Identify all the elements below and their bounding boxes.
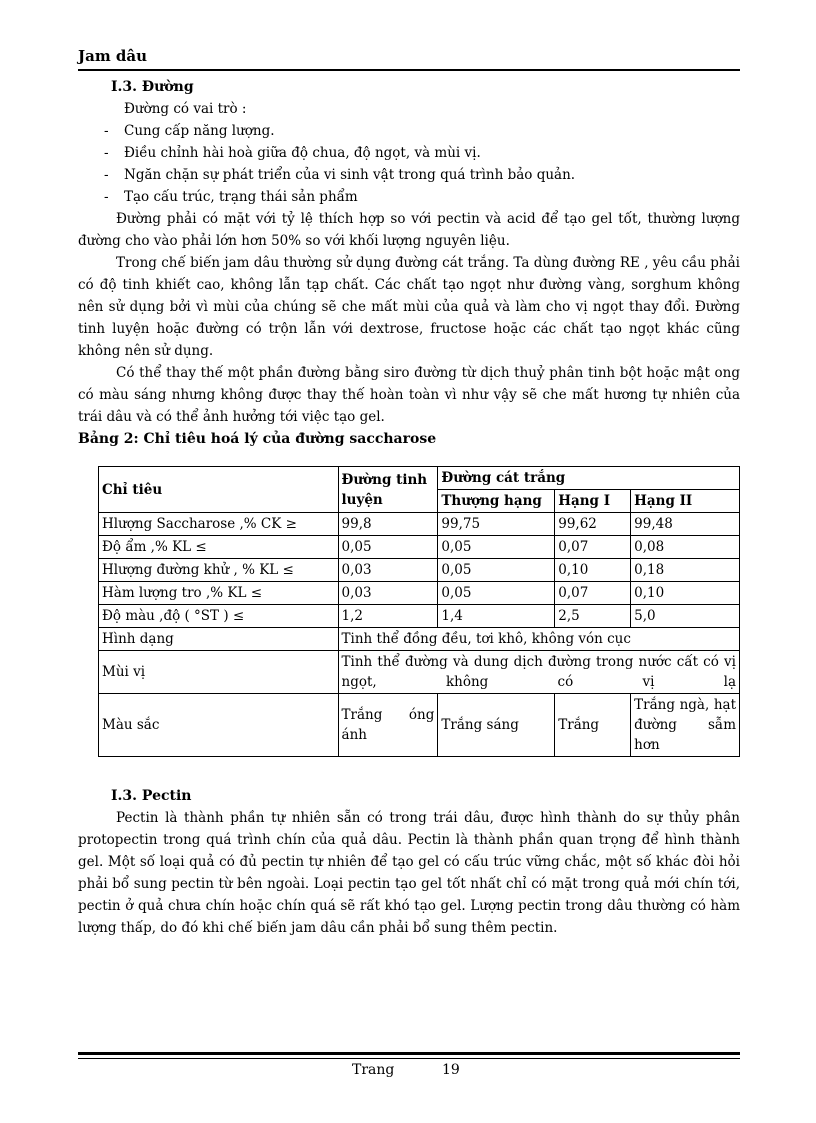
cell-value: 99,48 [631, 513, 740, 536]
footer-rule [78, 1052, 740, 1055]
table-row [99, 559, 740, 582]
cell-value: Tinh thể đồng đều, tơi khô, không vón cục [338, 628, 739, 651]
table-row [99, 628, 740, 651]
header-criteria: Chỉ tiêu [99, 467, 339, 513]
cell-value: Tinh thể đường và dung dịch đường trong nước cất có vị ngọt, không có vị lạ [338, 651, 739, 694]
header-premium: Thượng hạng [438, 490, 555, 513]
cell-value: 0,07 [555, 582, 631, 605]
cell-value: 0,07 [555, 536, 631, 559]
list-item: - Ngăn chặn sự phát triển của vi sinh vật trong quá trình bảo quản. [78, 164, 740, 186]
table-row [99, 605, 740, 628]
table-row [99, 513, 740, 536]
row-label: Độ ẩm ,% KL ≤ [99, 536, 339, 559]
header-refined: Đường tinh luyện [338, 467, 438, 513]
cell-value: 1,2 [338, 605, 438, 628]
cell-value: 0,03 [338, 559, 438, 582]
sugar-roles-list [78, 120, 740, 208]
cell-value: Trắng óng ánh [338, 694, 438, 757]
sugar-spec-table [98, 466, 740, 757]
list-item: - Điều chỉnh hài hoà giữa độ chua, độ ngọt, và mùi vị. [78, 142, 740, 164]
footer-label: Trang [352, 1062, 395, 1078]
header-grade-2: Hạng II [631, 490, 740, 513]
cell-value: 99,62 [555, 513, 631, 536]
cell-value: 0,08 [631, 536, 740, 559]
row-label: Màu sắc [99, 694, 339, 757]
footer-rule-thin [78, 1058, 740, 1059]
page-number: 19 [442, 1062, 460, 1078]
cell-value: 99,75 [438, 513, 555, 536]
paragraph: Pectin là thành phần tự nhiên sẵn có trong trái dâu, được hình thành do sự thủy phân protopectin trong quá trình chín của quả dâu. Pectin là thành phần quan trọng để hình thành gel. Một số loại quả có đủ pectin tự nhiên để tạo gel có cấu trúc vững chắc, một số khác đòi hỏi phải bổ sung pectin từ bên ngoài. Loại pectin tạo gel tốt nhất chỉ có mặt trong quả mới chín tới, pectin ở quả chưa chín hoặc chín quá sẽ rất khó tạo gel. Lượng pectin trong dâu thường có hàm lượng thấp, do đó khi chế biến jam dâu cần phải bổ sung thêm pectin. [78, 810, 740, 936]
cell-value: 0,05 [438, 559, 555, 582]
cell-value: Trắng ngà, hạt đường sẫm hơn [631, 694, 740, 757]
cell-value: 5,0 [631, 605, 740, 628]
paragraph: Đường phải có mặt với tỷ lệ thích hợp so với pectin và acid để tạo gel tốt, thường lượng đường cho vào phải lớn hơn 50% so với khối lượng nguyên liệu. [78, 211, 740, 249]
page-content [78, 76, 740, 939]
row-label: Hlượng đường khử , % KL ≤ [99, 559, 339, 582]
header-grade-1: Hạng I [555, 490, 631, 513]
table-row [99, 536, 740, 559]
cell-value: 0,05 [438, 536, 555, 559]
cell-value: 0,05 [438, 582, 555, 605]
cell-value: 2,5 [555, 605, 631, 628]
table-row [99, 582, 740, 605]
table-caption: Bảng 2: Chỉ tiêu hoá lý của đường saccharose [78, 431, 437, 447]
cell-value: 0,10 [631, 582, 740, 605]
cell-value: Trắng sáng [438, 694, 555, 757]
paragraph: Trong chế biến jam dâu thường sử dụng đường cát trắng. Ta dùng đường RE , yêu cầu phải có độ tinh khiết cao, không lẫn tạp chất. Các chất tạo ngọt như đường vàng, sorghum không nên sử dụng bởi vì mùi của chúng sẽ che mất mùi của quả và làm cho vị ngọt thay đổi. Đường tinh luyện hoặc đường có trộn lẫn với dextrose, fructose hoặc các chất tạo ngọt khác cũng không nên sử dụng. [78, 255, 740, 359]
cell-value: 1,4 [438, 605, 555, 628]
table-row [99, 694, 740, 757]
paragraph: Có thể thay thế một phần đường bằng siro đường từ dịch thuỷ phân tinh bột hoặc mật ong có màu sáng nhưng không được thay thế hoàn toàn vì như vậy sẽ che mất hương tự nhiên của trái dâu và có thể ảnh hưởng tới việc tạo gel. [78, 365, 740, 425]
list-item: - Cung cấp năng lượng. [78, 120, 740, 142]
list-item: - Tạo cấu trúc, trạng thái sản phẩm [78, 186, 740, 208]
row-label: Mùi vị [99, 651, 339, 694]
running-header: Jam dâu [78, 47, 148, 65]
section-heading-pectin: I.3. Pectin [111, 788, 192, 804]
cell-value: 0,05 [338, 536, 438, 559]
cell-value: 0,03 [338, 582, 438, 605]
header-rule [78, 69, 740, 71]
cell-value: Trắng [555, 694, 631, 757]
section-heading-sugar: I.3. Đường [111, 79, 194, 95]
table-row [99, 651, 740, 694]
cell-value: 99,8 [338, 513, 438, 536]
cell-value: 0,10 [555, 559, 631, 582]
header-white-sugar: Đường cát trắng [438, 467, 740, 490]
row-label: Hlượng Saccharose ,% CK ≥ [99, 513, 339, 536]
table-header-row [99, 467, 740, 490]
row-label: Hình dạng [99, 628, 339, 651]
row-label: Độ màu ,độ ( °ST ) ≤ [99, 605, 339, 628]
cell-value: 0,18 [631, 559, 740, 582]
sugar-intro: Đường có vai trò : [124, 101, 247, 117]
row-label: Hàm lượng tro ,% KL ≤ [99, 582, 339, 605]
